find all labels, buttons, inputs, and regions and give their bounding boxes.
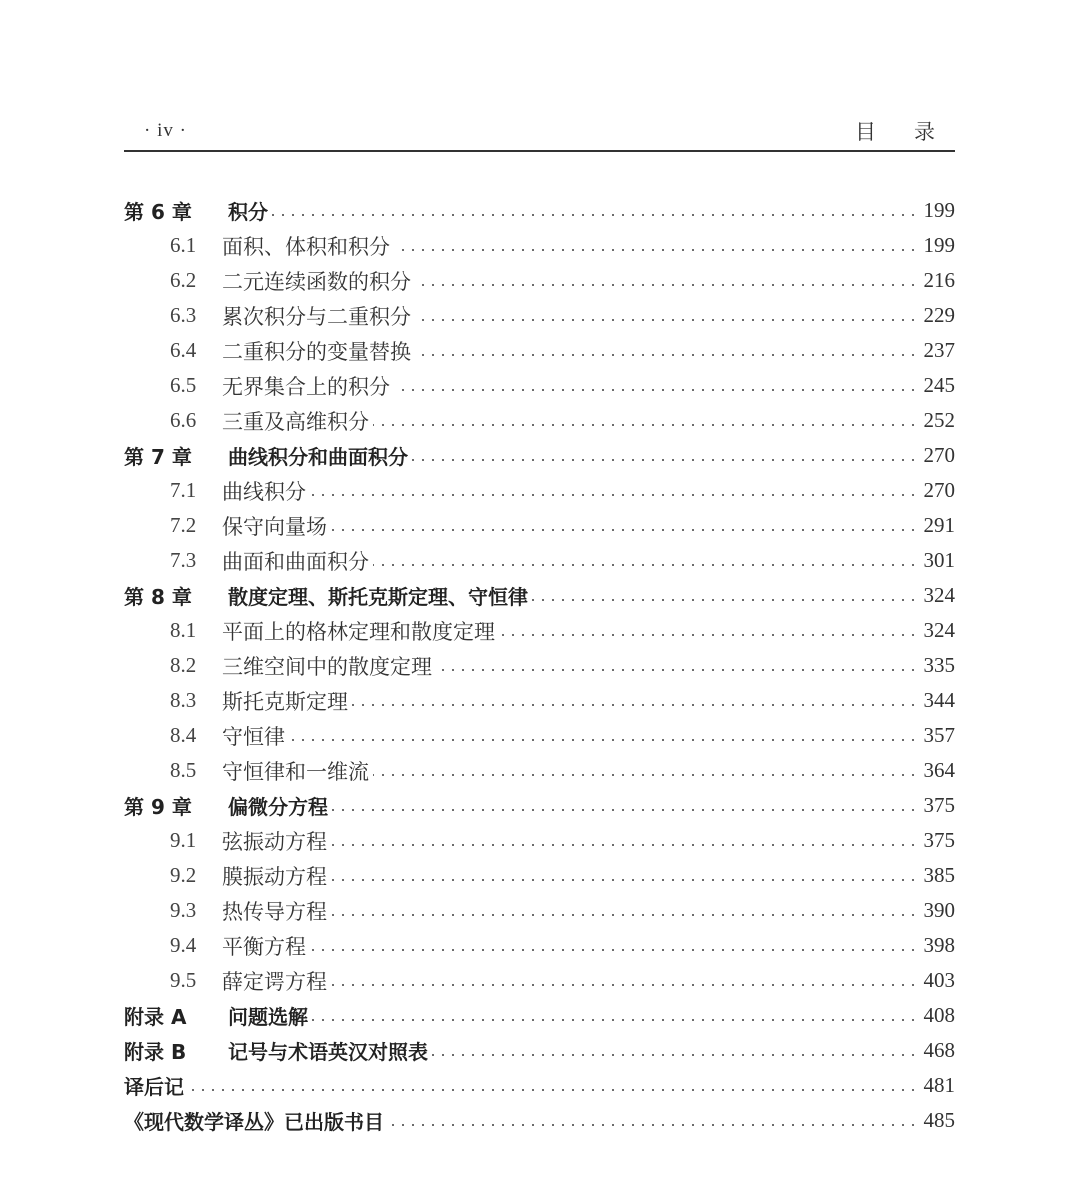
dot-leader	[331, 844, 918, 846]
section-number: 6.3	[170, 303, 197, 327]
toc-section-entry[interactable]	[124, 473, 955, 508]
page-number: 408	[923, 1003, 955, 1027]
section-number: 8.3	[170, 688, 197, 712]
page-number: 335	[923, 653, 955, 677]
toc-section-entry[interactable]	[124, 683, 955, 718]
dot-leader	[332, 809, 918, 811]
toc-chapter-entry[interactable]	[124, 788, 955, 823]
running-title: 目录	[855, 120, 973, 144]
entry-title: 薛定谔方程	[222, 969, 327, 994]
entry-title: 曲面和曲面积分	[222, 549, 369, 574]
toc-section-entry[interactable]	[124, 508, 955, 543]
section-number: 6.5	[170, 373, 197, 397]
section-number: 8.2	[170, 653, 197, 677]
entry-title: 面积、体积和积分	[222, 234, 390, 259]
toc-section-entry[interactable]	[124, 718, 955, 753]
entry-title: 曲线积分	[222, 479, 306, 504]
toc-section-entry[interactable]	[124, 893, 955, 928]
page-number: 216	[923, 268, 955, 292]
dot-leader	[412, 459, 918, 461]
chapter-label: 第 8 章	[124, 585, 192, 609]
toc-section-entry[interactable]	[124, 823, 955, 858]
page-number: 237	[923, 338, 955, 362]
page-number: 324	[923, 618, 955, 642]
entry-title: 保守向量场	[222, 514, 327, 539]
entry-title: 记号与术语英汉对照表	[228, 1040, 428, 1064]
entry-title: 膜振动方程	[222, 864, 327, 889]
section-number: 7.3	[170, 548, 197, 572]
dot-leader	[331, 879, 918, 881]
entry-title: 三重及高维积分	[222, 409, 369, 434]
page-number: 291	[923, 513, 955, 537]
section-number: 6.6	[170, 408, 197, 432]
toc-section-entry[interactable]	[124, 753, 955, 788]
section-number: 6.4	[170, 338, 197, 362]
entry-title: 问题选解	[228, 1005, 308, 1029]
entry-title: 偏微分方程	[228, 795, 328, 819]
entry-title: 热传导方程	[222, 899, 327, 924]
page-number: 375	[923, 828, 955, 852]
table-of-contents	[124, 193, 955, 1138]
page-number: 485	[923, 1108, 955, 1132]
toc-chapter-entry[interactable]	[124, 438, 955, 473]
dot-leader	[289, 739, 918, 741]
page-number: 199	[923, 233, 955, 257]
dot-leader	[436, 669, 918, 671]
page-number: 390	[923, 898, 955, 922]
section-number: 8.5	[170, 758, 197, 782]
entry-title: 守恒律和一维流	[222, 759, 369, 784]
dot-leader	[415, 319, 918, 321]
page-number: 229	[923, 303, 955, 327]
page-header	[124, 114, 973, 144]
page-number: 301	[923, 548, 955, 572]
toc-section-entry[interactable]	[124, 263, 955, 298]
section-number: 6.1	[170, 233, 197, 257]
toc-chapter-entry[interactable]	[124, 578, 955, 613]
chapter-label: 第 9 章	[124, 795, 192, 819]
chapter-label: 第 6 章	[124, 200, 192, 224]
dot-leader	[373, 774, 918, 776]
page-number: 375	[923, 793, 955, 817]
toc-section-entry[interactable]	[124, 963, 955, 998]
dot-leader	[499, 634, 918, 636]
dot-leader	[432, 1054, 918, 1056]
entry-title: 《现代数学译丛》已出版书目	[124, 1110, 384, 1134]
toc-section-entry[interactable]	[124, 228, 955, 263]
toc-entry[interactable]	[124, 1103, 955, 1138]
toc-section-entry[interactable]	[124, 648, 955, 683]
dot-leader	[310, 949, 918, 951]
entry-title: 斯托克斯定理	[222, 689, 348, 714]
section-number: 7.1	[170, 478, 197, 502]
section-number: 8.4	[170, 723, 197, 747]
entry-title: 三维空间中的散度定理	[222, 654, 432, 679]
entry-title: 平衡方程	[222, 934, 306, 959]
toc-section-entry[interactable]	[124, 368, 955, 403]
chapter-label: 第 7 章	[124, 445, 192, 469]
section-number: 6.2	[170, 268, 197, 292]
toc-section-entry[interactable]	[124, 403, 955, 438]
dot-leader	[188, 1089, 918, 1091]
toc-section-entry[interactable]	[124, 333, 955, 368]
page-number: 245	[923, 373, 955, 397]
toc-section-entry[interactable]	[124, 613, 955, 648]
entry-title: 散度定理、斯托克斯定理、守恒律	[228, 585, 528, 609]
entry-title: 二元连续函数的积分	[222, 269, 411, 294]
entry-title: 弦振动方程	[222, 829, 327, 854]
dot-leader	[373, 564, 918, 566]
dot-leader	[394, 249, 918, 251]
page-number: 344	[923, 688, 955, 712]
chapter-label: 附录 B	[124, 1040, 187, 1064]
entry-title: 无界集合上的积分	[222, 374, 390, 399]
page-number: 481	[923, 1073, 955, 1097]
section-number: 8.1	[170, 618, 197, 642]
section-number: 9.1	[170, 828, 197, 852]
toc-section-entry[interactable]	[124, 858, 955, 893]
section-number: 7.2	[170, 513, 197, 537]
section-number: 9.4	[170, 933, 197, 957]
toc-chapter-entry[interactable]	[124, 193, 955, 228]
dot-leader	[272, 214, 918, 216]
entry-title: 曲线积分和曲面积分	[228, 445, 408, 469]
entry-title: 译后记	[124, 1075, 184, 1099]
entry-title: 二重积分的变量替换	[222, 339, 411, 364]
section-number: 9.2	[170, 863, 197, 887]
page-number: 270	[923, 443, 955, 467]
page-number: 324	[923, 583, 955, 607]
dot-leader	[388, 1124, 918, 1126]
entry-title: 累次积分与二重积分	[222, 304, 411, 329]
page-number: 364	[923, 758, 955, 782]
dot-leader	[310, 494, 918, 496]
toc-chapter-entry[interactable]	[124, 1033, 955, 1068]
dot-leader	[331, 914, 918, 916]
dot-leader	[331, 984, 918, 986]
page-number: 252	[923, 408, 955, 432]
page-number: 357	[923, 723, 955, 747]
dot-leader	[415, 284, 918, 286]
page-number: 468	[923, 1038, 955, 1062]
page-number: 403	[923, 968, 955, 992]
toc-section-entry[interactable]	[124, 298, 955, 333]
page-number: 398	[923, 933, 955, 957]
dot-leader	[373, 424, 918, 426]
section-number: 9.3	[170, 898, 197, 922]
header-rule	[124, 150, 955, 152]
page-number-folio: · iv ·	[144, 120, 187, 141]
section-number: 9.5	[170, 968, 197, 992]
entry-title: 守恒律	[222, 724, 285, 749]
chapter-label: 附录 A	[124, 1005, 187, 1029]
dot-leader	[352, 704, 918, 706]
entry-title: 积分	[228, 200, 268, 224]
page-number: 385	[923, 863, 955, 887]
toc-section-entry[interactable]	[124, 928, 955, 963]
toc-section-entry[interactable]	[124, 543, 955, 578]
toc-entry[interactable]	[124, 1068, 955, 1103]
entry-title: 平面上的格林定理和散度定理	[222, 619, 495, 644]
page-number: 270	[923, 478, 955, 502]
dot-leader	[312, 1019, 918, 1021]
dot-leader	[394, 389, 918, 391]
dot-leader	[415, 354, 918, 356]
dot-leader	[532, 599, 918, 601]
toc-chapter-entry[interactable]	[124, 998, 955, 1033]
page-number: 199	[923, 198, 955, 222]
dot-leader	[331, 529, 918, 531]
